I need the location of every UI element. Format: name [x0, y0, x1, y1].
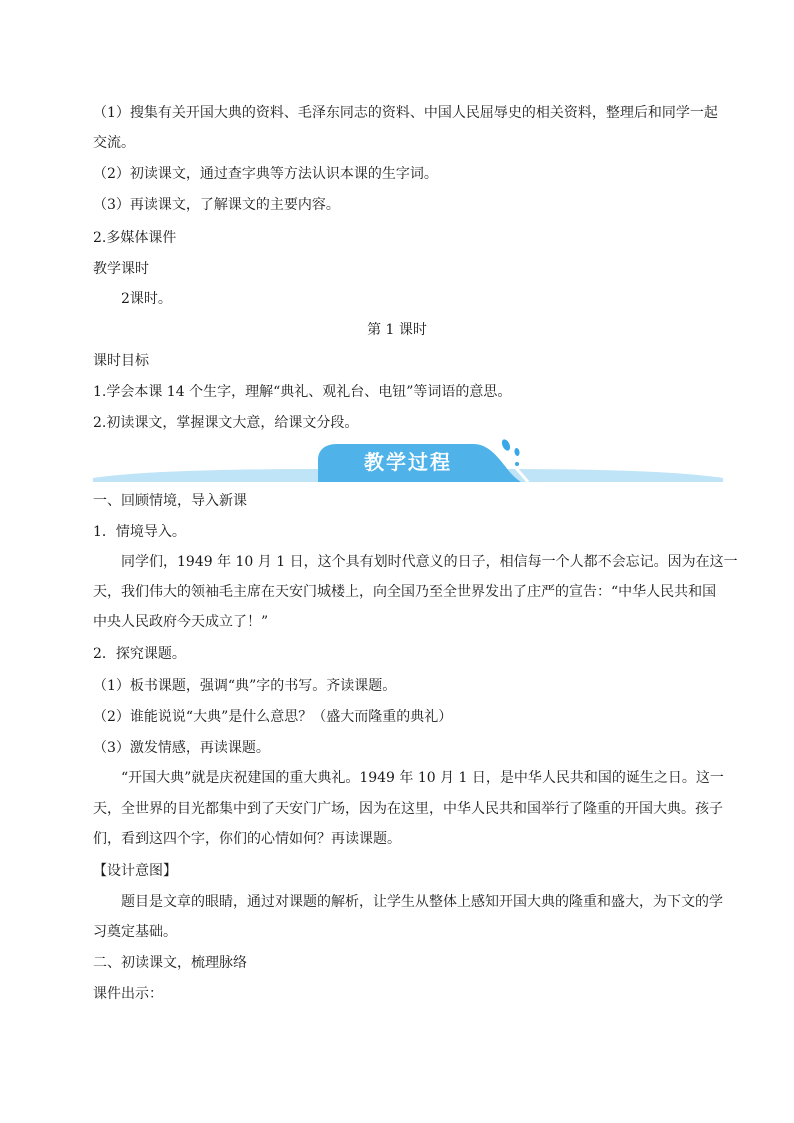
- text-line: （1）板书课题，强调“典”字的书写。齐读课题。: [93, 678, 397, 694]
- text-line: 二、初读课文，梳理脉络: [93, 955, 247, 971]
- text-line: 同学们，1949 年 10 月 1 日，这个具有划时代意义的日子，相信每一个人都不会忘记。因为在这一: [121, 554, 738, 570]
- section-title: 第 1 课时: [367, 322, 427, 338]
- text-line: 2课时。: [121, 291, 172, 307]
- section-banner: [93, 436, 723, 486]
- text-line: 天，我们伟大的领袖毛主席在天安门城楼上，向全国乃至全世界发出了庄严的宣告：“中华人民共和国: [93, 584, 717, 600]
- text-line: 2.初读课文，掌握课文大意，给课文分段。: [93, 415, 359, 431]
- text-line: 2.多媒体课件: [93, 230, 177, 246]
- text-line: （3）激发情感，再读课题。: [93, 740, 270, 756]
- text-line: 习奠定基础。: [93, 924, 177, 940]
- text-line: 们，看到这四个字，你们的心情如何？再读课题。: [93, 831, 401, 847]
- text-line: 2．探究课题。: [93, 646, 186, 662]
- text-line: 交流。: [93, 135, 135, 151]
- text-line: （2）谁能说说“大典”是什么意思？（盛大而隆重的典礼）: [93, 709, 453, 725]
- text-line: （1）搜集有关开国大典的资料、毛泽东同志的资料、中国人民屈辱史的相关资料，整理后和同学一起: [93, 105, 718, 121]
- text-line: 课时目标: [93, 353, 149, 369]
- text-line: 1．情境导入。: [93, 524, 186, 540]
- text-line: （3）再读课文，了解课文的主要内容。: [93, 197, 340, 213]
- text-line: 题目是文章的眼睛，通过对课题的解析，让学生从整体上感知开国大典的隆重和盛大，为下文的学: [121, 894, 723, 910]
- text-line: 【设计意图】: [93, 863, 177, 879]
- banner-title: 教学过程: [364, 450, 452, 474]
- text-line: （2）初读课文，通过查字典等方法认识本课的生字词。: [93, 166, 438, 182]
- text-line: 1.学会本课 14 个生字，理解“典礼、观礼台、电钮”等词语的意思。: [93, 384, 512, 400]
- text-line: “开国大典”就是庆祝建国的重大典礼。1949 年 10 月 1 日，是中华人民共和国的诞生之日。这一: [121, 770, 724, 786]
- text-line: 一、回顾情境，导入新课: [93, 493, 247, 509]
- text-line: 教学课时: [93, 261, 149, 277]
- text-line: 中央人民政府今天成立了！”: [93, 614, 269, 630]
- text-line: 课件出示：: [93, 986, 163, 1002]
- text-line: 天，全世界的目光都集中到了天安门广场，因为在这里，中华人民共和国举行了隆重的开国大典。孩子: [93, 801, 723, 817]
